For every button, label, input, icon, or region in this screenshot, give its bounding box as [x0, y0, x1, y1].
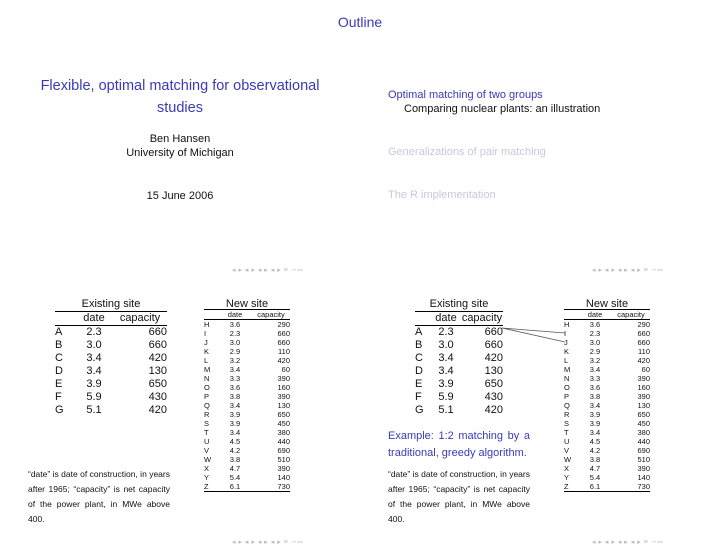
new-site-caption: New site [225, 298, 269, 310]
row-capacity: 730 [637, 482, 650, 491]
row-capacity: 510 [637, 455, 650, 464]
row-capacity: 420 [277, 356, 290, 365]
row-date: 3.4 [229, 428, 241, 437]
row-date: 6.1 [589, 482, 601, 491]
row-date: 3.8 [589, 392, 601, 401]
row-date: 4.7 [229, 464, 241, 473]
row-date: 5.4 [589, 473, 601, 482]
row-date: 3.0 [438, 339, 454, 351]
row-capacity: 130 [277, 401, 290, 410]
row-label: R [204, 410, 210, 419]
row-capacity: 390 [637, 392, 650, 401]
row-date: 3.6 [589, 383, 601, 392]
row-capacity: 420 [148, 404, 167, 416]
row-date: 2.3 [438, 326, 454, 338]
row-label: D [55, 365, 63, 377]
row-capacity: 110 [278, 347, 290, 356]
row-capacity: 140 [277, 473, 290, 482]
row-label: X [204, 464, 210, 473]
row-label: T [204, 428, 209, 437]
row-capacity: 140 [637, 473, 650, 482]
row-capacity: 450 [637, 419, 650, 428]
row-label: L [204, 356, 209, 365]
row-date: 3.9 [86, 378, 102, 390]
row-label: U [564, 437, 570, 446]
row-date: 4.5 [229, 437, 241, 446]
col-header-capacity: capacity [119, 312, 161, 324]
row-label: S [564, 419, 570, 428]
nav-bar-1[interactable]: ◂ ▸ ◂ ▸ ◂ ▸ ◂ ▸ ≡ ∽∾ [232, 267, 304, 274]
row-date: 3.2 [589, 356, 601, 365]
existing-site-caption: Existing site [81, 298, 141, 310]
row-date: 3.9 [589, 410, 601, 419]
row-capacity: 660 [637, 329, 650, 338]
row-capacity: 130 [637, 401, 650, 410]
row-capacity: 380 [277, 428, 290, 437]
presentation-date: 15 June 2006 [146, 190, 214, 202]
row-date: 3.4 [589, 365, 601, 374]
row-label: N [204, 374, 210, 383]
row-label: V [204, 446, 210, 455]
row-capacity: 660 [484, 339, 503, 351]
row-date: 5.9 [86, 391, 102, 403]
row-capacity: 290 [277, 320, 290, 329]
row-date: 4.2 [589, 446, 601, 455]
row-capacity: 660 [148, 326, 167, 338]
toc-section-3[interactable]: The R implementation [388, 189, 496, 201]
footnote-1: “date” is date of construction, in years after 1965; “capacity” is net capacity of the power plant, in MWe above 400. [28, 469, 170, 524]
row-capacity: 690 [637, 446, 650, 455]
author-affiliation: University of Michigan [126, 147, 234, 159]
row-label: A [415, 326, 423, 338]
col-header-date: date [83, 312, 105, 324]
row-capacity: 660 [148, 339, 167, 351]
row-label: W [564, 455, 572, 464]
row-capacity: 420 [148, 352, 167, 364]
row-date: 3.0 [229, 338, 241, 347]
row-capacity: 440 [637, 437, 650, 446]
row-date: 3.9 [438, 378, 454, 390]
row-label: E [55, 378, 63, 390]
row-label: C [415, 352, 423, 364]
row-date: 3.6 [229, 383, 241, 392]
row-capacity: 660 [277, 329, 290, 338]
row-capacity: 160 [637, 383, 650, 392]
row-label: X [564, 464, 570, 473]
row-capacity: 60 [641, 365, 650, 374]
row-date: 3.9 [589, 419, 601, 428]
row-label: Z [204, 482, 209, 491]
row-date: 3.9 [229, 419, 241, 428]
row-capacity: 650 [637, 410, 650, 419]
row-capacity: 690 [277, 446, 290, 455]
row-label: Q [564, 401, 570, 410]
row-capacity: 650 [148, 378, 167, 390]
row-date: 4.7 [589, 464, 601, 473]
existing-site-caption: Existing site [429, 298, 489, 310]
row-date: 4.2 [229, 446, 241, 455]
row-capacity: 650 [277, 410, 290, 419]
row-capacity: 160 [277, 383, 290, 392]
row-capacity: 660 [637, 338, 650, 347]
row-capacity: 660 [277, 338, 290, 347]
row-date: 3.6 [589, 320, 601, 329]
row-date: 3.0 [589, 338, 601, 347]
row-capacity: 430 [148, 391, 167, 403]
row-date: 3.2 [229, 356, 241, 365]
row-capacity: 390 [277, 374, 290, 383]
row-capacity: 60 [281, 365, 290, 374]
row-label: T [564, 428, 569, 437]
row-label: M [204, 365, 211, 374]
row-label: I [564, 329, 567, 338]
row-label: O [564, 383, 570, 392]
row-capacity: 440 [277, 437, 290, 446]
row-label: U [204, 437, 210, 446]
toc-section-1[interactable]: Optimal matching of two groups [388, 89, 543, 101]
row-capacity: 510 [277, 455, 290, 464]
row-label: Q [204, 401, 210, 410]
row-date: 2.3 [589, 329, 601, 338]
row-label: B [415, 339, 423, 351]
row-date: 3.4 [438, 352, 454, 364]
footnote-2: “date” is date of construction, in years after 1965; “capacity” is net capacity of the power plant, in MWe above 400. [388, 469, 530, 524]
outline-title: Outline [337, 14, 383, 30]
row-label: F [415, 391, 422, 403]
row-capacity: 110 [638, 347, 650, 356]
nav-bar-4[interactable]: ◂ ▸ ◂ ▸ ◂ ▸ ◂ ▸ ≡ ∽∾ [592, 539, 664, 546]
row-capacity: 390 [637, 374, 650, 383]
row-date: 2.9 [229, 347, 241, 356]
row-date: 5.1 [86, 404, 102, 416]
row-date: 3.4 [438, 365, 454, 377]
col-header-date: date [227, 310, 243, 319]
author-name: Ben Hansen [149, 133, 211, 145]
row-label: L [564, 356, 569, 365]
row-date: 2.3 [86, 326, 102, 338]
row-capacity: 730 [277, 482, 290, 491]
row-date: 4.5 [589, 437, 601, 446]
row-label: D [415, 365, 423, 377]
row-date: 3.4 [229, 365, 241, 374]
row-date: 3.0 [86, 339, 102, 351]
row-date: 3.4 [589, 401, 601, 410]
row-label: G [55, 404, 64, 416]
row-label: A [55, 326, 63, 338]
row-date: 3.4 [229, 401, 241, 410]
nav-bar-2[interactable]: ◂ ▸ ◂ ▸ ◂ ▸ ◂ ▸ ≡ ∽∾ [592, 267, 664, 274]
nav-bar-3[interactable]: ◂ ▸ ◂ ▸ ◂ ▸ ◂ ▸ ≡ ∽∾ [232, 539, 304, 546]
row-capacity: 290 [637, 320, 650, 329]
row-date: 5.9 [438, 391, 454, 403]
col-header-date: date [435, 312, 457, 324]
row-label: E [415, 378, 423, 390]
row-label: N [564, 374, 570, 383]
row-label: S [204, 419, 210, 428]
row-date: 3.8 [589, 455, 601, 464]
row-date: 3.4 [86, 365, 102, 377]
row-date: 3.4 [86, 352, 102, 364]
row-label: I [204, 329, 207, 338]
col-header-date: date [587, 310, 603, 319]
row-label: J [204, 338, 208, 347]
row-date: 3.3 [589, 374, 601, 383]
row-label: G [415, 404, 424, 416]
row-capacity: 430 [484, 391, 503, 403]
example-text: Example: 1:2 matching by a traditional, greedy algorithm. [388, 430, 530, 459]
row-date: 3.9 [229, 410, 241, 419]
row-capacity: 660 [484, 326, 503, 338]
new-site-caption: New site [585, 298, 629, 310]
row-capacity: 390 [277, 464, 290, 473]
row-capacity: 420 [484, 404, 503, 416]
row-date: 5.4 [229, 473, 241, 482]
row-capacity: 130 [148, 365, 167, 377]
row-date: 5.1 [438, 404, 454, 416]
row-label: B [55, 339, 63, 351]
row-label: O [204, 383, 210, 392]
row-date: 3.4 [589, 428, 601, 437]
row-label: J [564, 338, 568, 347]
row-capacity: 390 [277, 392, 290, 401]
row-label: C [55, 352, 63, 364]
row-label: H [204, 320, 210, 329]
row-date: 2.3 [229, 329, 241, 338]
row-label: F [55, 391, 62, 403]
row-label: K [204, 347, 210, 356]
row-date: 6.1 [229, 482, 241, 491]
row-date: 3.8 [229, 392, 241, 401]
row-capacity: 390 [637, 464, 650, 473]
row-capacity: 420 [484, 352, 503, 364]
row-label: W [204, 455, 212, 464]
row-label: V [564, 446, 570, 455]
row-date: 3.6 [229, 320, 241, 329]
toc-section-2[interactable]: Generalizations of pair matching [388, 146, 546, 158]
row-label: Y [204, 473, 210, 482]
row-label: Y [564, 473, 570, 482]
row-date: 3.3 [229, 374, 241, 383]
row-label: M [564, 365, 571, 374]
row-date: 3.8 [229, 455, 241, 464]
row-capacity: 650 [484, 378, 503, 390]
row-capacity: 450 [277, 419, 290, 428]
col-header-capacity: capacity [257, 310, 285, 319]
row-label: Z [564, 482, 569, 491]
slide-title: Flexible, optimal matching for observational studies [40, 78, 320, 116]
row-label: H [564, 320, 570, 329]
col-header-capacity: capacity [461, 312, 503, 324]
row-capacity: 380 [637, 428, 650, 437]
row-date: 2.9 [589, 347, 601, 356]
row-label: R [564, 410, 570, 419]
col-header-capacity: capacity [617, 310, 645, 319]
row-capacity: 420 [637, 356, 650, 365]
row-capacity: 130 [484, 365, 503, 377]
row-label: P [564, 392, 570, 401]
row-label: P [204, 392, 210, 401]
toc-subsection-1[interactable]: Comparing nuclear plants: an illustration [404, 103, 601, 115]
row-label: K [564, 347, 570, 356]
